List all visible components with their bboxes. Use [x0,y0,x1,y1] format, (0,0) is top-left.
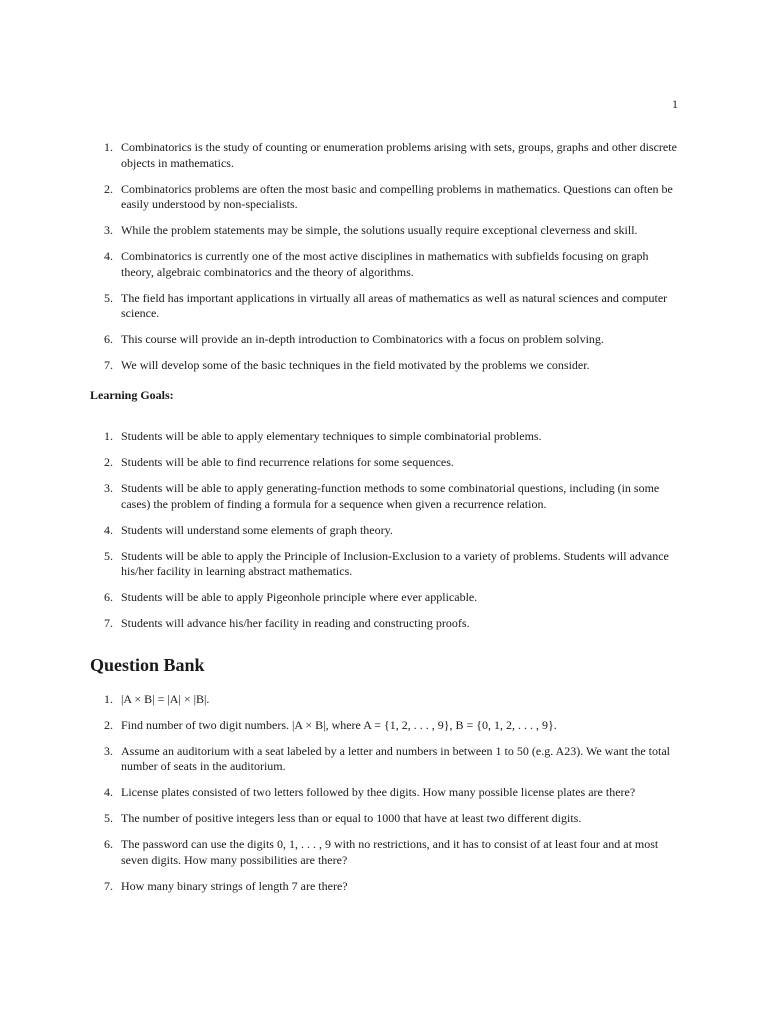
item-number: 7. [104,358,113,372]
list-item [90,140,680,171]
item-number: 4. [104,522,113,537]
item-number: 4. [104,785,113,799]
item-text: Students will understand some elements of graph theory. [121,522,393,537]
item-text: This course will provide an in-depth introduction to Combinatorics with a focus on problem solving. [121,332,604,346]
item-text: Students will be able to apply the Principle of Inclusion-Exclusion to a variety of problems. Students will advance his/her facility in learning abstract mathematics. [121,548,669,578]
list-item [90,455,680,471]
item-text: Find number of two digit numbers. |A × B|, where A = {1, 2, . . . , 9}, B = {0, 1, 2, . . . , 9}. [121,717,557,732]
item-text: Students will be able to apply Pigeonhole principle where ever applicable. [121,590,478,604]
intro-list [90,140,680,374]
item-text: Combinatorics problems are often the most basic and compelling problems in mathematics. Questions can often be easily understood by non-specialists. [121,181,673,211]
item-text: Students will be able to apply elementary techniques to simple combinatorial problems. [121,429,542,443]
item-text: We will develop some of the basic techniques in the field motivated by the problems we consider. [121,358,590,372]
item-number: 6. [104,332,113,346]
list-item [90,590,680,606]
list-item [90,182,680,213]
list-item [90,718,680,734]
item-text: Students will be able to apply generating-function methods to some combinatorial questions, including (in some cases) the problem of finding a formula for a sequence when given a recurrence relation. [121,481,660,511]
learning-goals-list [90,429,680,632]
item-text: While the problem statements may be simple, the solutions usually require exceptional cleverness and skill. [121,223,638,237]
item-number: 2. [104,181,113,196]
list-item [90,481,680,512]
question-bank-list [90,692,680,895]
document-body [90,140,680,905]
item-text: Students will be able to find recurrence relations for some sequences. [121,455,454,469]
item-text: The field has important applications in virtually all areas of mathematics as well as natural sciences and computer science. [121,290,668,320]
list-item [90,291,680,322]
item-text: Assume an auditorium with a seat labeled by a letter and numbers in between 1 to 50 (e.g. A23). We want the total number of seats in the auditorium. [121,743,670,773]
list-item [90,837,680,868]
list-item [90,358,680,374]
item-number: 2. [104,717,113,732]
item-text: The number of positive integers less than or equal to 1000 that have at least two different digits. [121,811,582,825]
item-number: 3. [104,223,113,237]
item-number: 5. [104,548,113,563]
item-text: Students will advance his/her facility in reading and constructing proofs. [121,616,470,630]
item-text: How many binary strings of length 7 are there? [121,878,348,893]
list-item [90,223,680,239]
item-number: 1. [104,429,113,443]
item-number: 4. [104,249,113,263]
item-number: 6. [104,590,113,604]
question-bank-heading: Question Bank [90,654,205,675]
item-number: 7. [104,616,113,630]
item-number: 1. [104,140,113,154]
list-item [90,429,680,445]
item-number: 2. [104,455,113,469]
item-number: 1. [104,691,113,706]
learning-goals-label: Learning Goals: [90,387,174,402]
list-item [90,549,680,580]
list-item [90,249,680,280]
list-item [90,523,680,539]
item-number: 5. [104,290,113,305]
item-number: 5. [104,811,113,825]
page-number: 1 [672,97,678,111]
item-text: |A × B| = |A| × |B|. [121,691,210,706]
list-item [90,744,680,775]
item-text: Combinatorics is the study of counting or enumeration problems arising with sets, groups, graphs and other discrete objects in mathematics. [121,140,677,170]
list-item [90,785,680,801]
item-number: 3. [104,481,113,495]
list-item [90,879,680,895]
list-item [90,811,680,827]
item-text: License plates consisted of two letters followed by thee digits. How many possible license plates are there? [121,785,636,799]
item-text: The password can use the digits 0, 1, . . . , 9 with no restrictions, and it has to consist of at least four and at most seven digits. How many possibilities are there? [121,837,659,867]
item-text: Combinatorics is currently one of the most active disciplines in mathematics with subfields focusing on graph theory, algebraic combinatorics and the theory of algorithms. [121,249,649,279]
item-number: 3. [104,743,113,758]
list-item [90,332,680,348]
item-number: 6. [104,837,113,851]
list-item [90,616,680,632]
list-item [90,692,680,708]
item-number: 7. [104,878,113,893]
